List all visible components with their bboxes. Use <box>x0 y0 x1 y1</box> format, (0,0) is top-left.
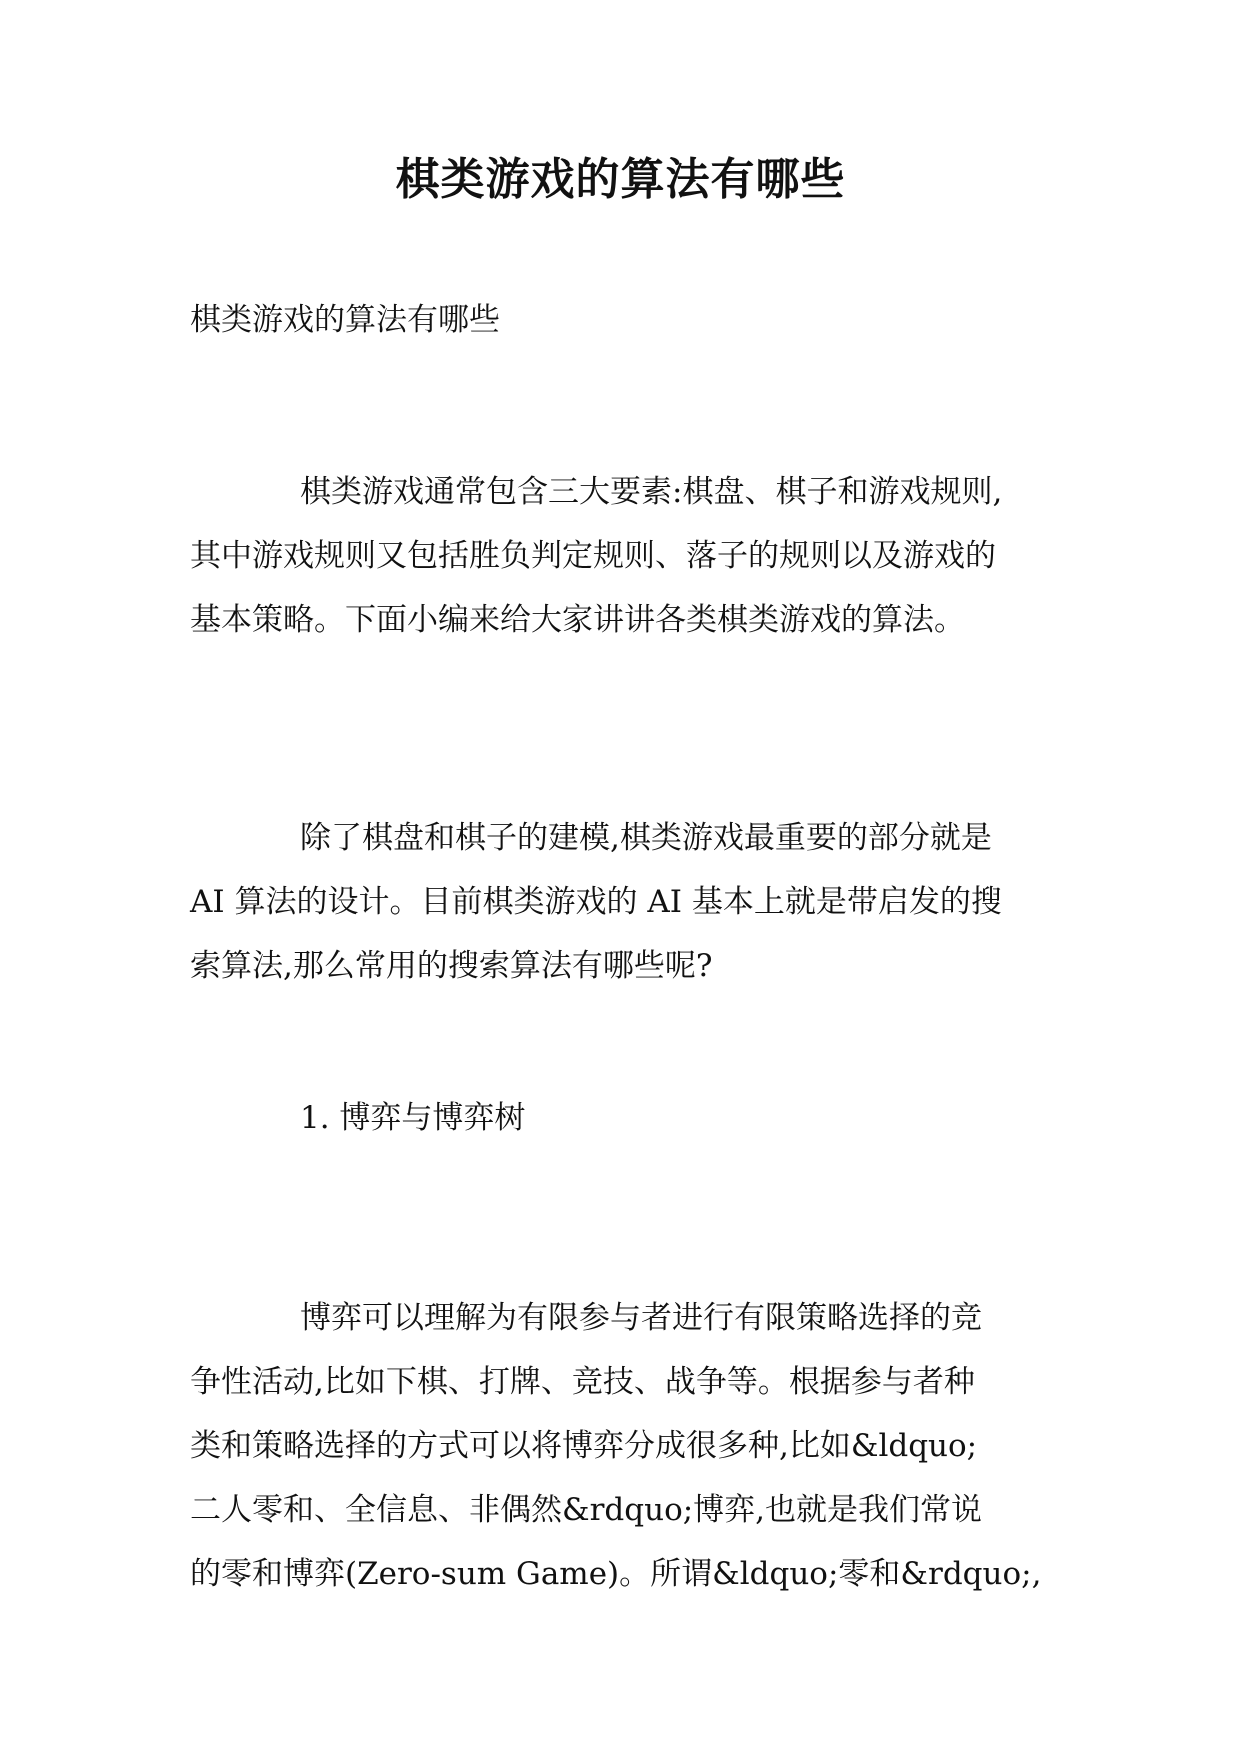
document-title: 棋类游戏的算法有哪些 <box>395 154 846 205</box>
paragraph-line: 二人零和、全信息、非偶然&rdquo;博弈,也就是我们常说 <box>190 1492 983 1528</box>
paragraph-intro <box>190 460 1060 652</box>
paragraph-line: AI 算法的设计。目前棋类游戏的 AI 基本上就是带启发的搜 <box>190 884 1002 920</box>
paragraph-line: 索算法,那么常用的搜索算法有哪些呢? <box>190 948 713 984</box>
paragraph-line: 基本策略。下面小编来给大家讲讲各类棋类游戏的算法。 <box>190 602 965 638</box>
paragraph-line: 博弈可以理解为有限参与者进行有限策略选择的竞 <box>300 1300 982 1336</box>
paragraph-line: 争性活动,比如下棋、打牌、竞技、战争等。根据参与者种 <box>190 1364 975 1400</box>
paragraph-line: 的零和博弈(Zero-sum Game)。所谓&ldquo;零和&rdquo;, <box>190 1556 1042 1592</box>
document-subtitle: 棋类游戏的算法有哪些 <box>190 302 500 338</box>
paragraph-line: 除了棋盘和棋子的建模,棋类游戏最重要的部分就是 <box>300 820 992 856</box>
paragraph-line: 类和策略选择的方式可以将博弈分成很多种,比如&ldquo; <box>190 1428 978 1464</box>
paragraph-game-theory <box>190 1286 1060 1606</box>
paragraph-line: 棋类游戏通常包含三大要素:棋盘、棋子和游戏规则, <box>300 474 1003 510</box>
paragraph-line: 其中游戏规则又包括胜负判定规则、落子的规则以及游戏的 <box>190 538 996 574</box>
paragraph-ai <box>190 806 1060 998</box>
section-heading: 1. 博弈与博弈树 <box>300 1100 526 1136</box>
